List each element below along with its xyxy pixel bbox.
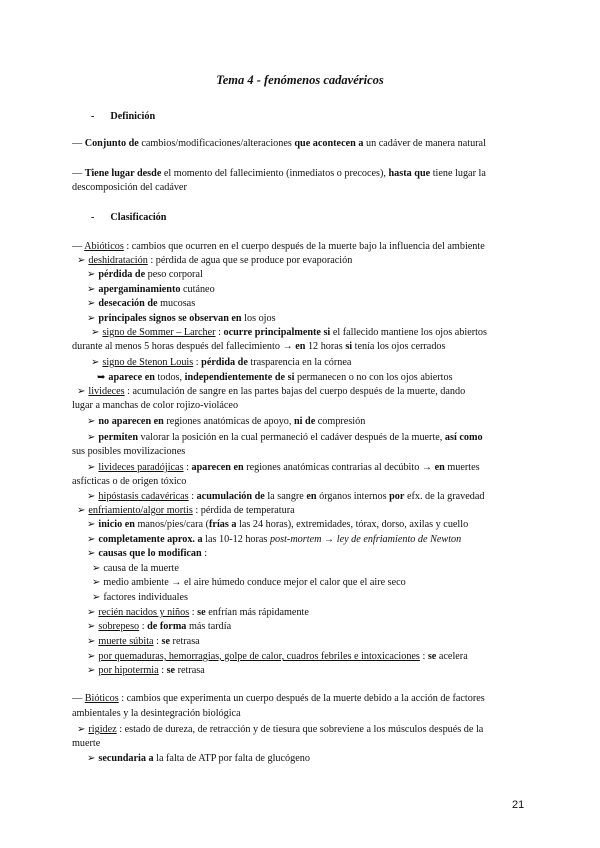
arrow-bullet-icon: ➢ bbox=[87, 298, 96, 309]
arrow-bullet-icon: ➢ bbox=[87, 462, 96, 473]
arrow-bullet-icon: ➢ bbox=[87, 621, 96, 632]
arrow-bullet-icon: ➢ bbox=[87, 651, 96, 662]
list-item: ➢ principales signos se observan en los ojos bbox=[87, 313, 276, 324]
list-item: ➢ recién nacidos y niños : se enfrían más rápidamente bbox=[87, 607, 309, 618]
page-title: Tema 4 - fenómenos cadavéricos bbox=[216, 73, 384, 87]
arrow-bullet-icon: ➢ bbox=[87, 636, 96, 647]
arrow-bullet-icon: ➢ bbox=[77, 724, 86, 735]
list-item: ➢ muerte súbita : se retrasa bbox=[87, 636, 200, 647]
arrow-bullet-icon: ➢ bbox=[92, 592, 101, 603]
section-label: Definición bbox=[110, 111, 156, 122]
livideces-line: ➢ livideces : acumulación de sangre en las partes bajas del cuerpo después de la muerte, dando bbox=[77, 386, 466, 397]
arrow-bullet-icon: ➢ bbox=[87, 548, 96, 559]
bioticos-line-cont: ambientales y la desintegración biológica bbox=[72, 708, 241, 719]
list-item: ➢ causas que lo modifican : bbox=[87, 548, 208, 559]
paradojicas-line-cont: asfícticas o de origen tóxico bbox=[72, 476, 187, 487]
arrow-bullet-icon: ➢ bbox=[87, 534, 96, 545]
arrow-bullet-icon: ➢ bbox=[87, 491, 96, 502]
arrow-bullet-icon: ➢ bbox=[87, 753, 96, 764]
list-item: ➢ no aparecen en regiones anatómicas de apoyo, ni de compresión bbox=[87, 416, 366, 427]
deshidratacion-line: ➢ deshidratación : pérdida de agua que se produce por evaporación bbox=[77, 255, 353, 266]
list-item: ➢ por quemaduras, hemorragias, golpe de calor, cuadros febriles e intoxicaciones : se acelera bbox=[87, 651, 468, 662]
list-item: ➢ apergaminamiento cutáneo bbox=[87, 284, 215, 295]
arrow-bullet-icon: ➢ bbox=[92, 577, 101, 588]
definition-line-1: — Conjunto de cambios/modificaciones/alteraciones que acontecen a un cadáver de manera natural bbox=[72, 138, 486, 149]
arrow-bullet-icon: ➢ bbox=[77, 255, 86, 266]
list-item: ➢ inicio en manos/pies/cara (frías a las 24 horas), extremidades, tórax, dorso, axilas y cuello bbox=[87, 519, 469, 530]
list-item: ➢ pérdida de peso corporal bbox=[87, 269, 203, 280]
list-item: ➢ permiten valorar la posición en la cual permaneció el cadáver después de la muerte, así como bbox=[87, 432, 483, 443]
list-item: ➢ sobrepeso : de forma más tardía bbox=[87, 621, 232, 632]
section-label: Clasificación bbox=[110, 212, 167, 223]
sommer-line-cont: durante al menos 5 horas después del fallecimiento → en 12 horas si tenía los ojos cerrados bbox=[72, 341, 446, 352]
rigidez-line-cont: muerte bbox=[72, 738, 101, 749]
bullet-dash: - bbox=[91, 212, 95, 223]
list-item: ➢ causa de la muerte bbox=[92, 563, 179, 574]
bullet-dash: - bbox=[91, 111, 95, 122]
enfriamiento-line: ➢ enfriamiento/algor mortis : pérdida de temperatura bbox=[77, 505, 295, 516]
arrow-bullet-icon: ➢ bbox=[87, 313, 96, 324]
arrow-bullet-icon: ➢ bbox=[91, 327, 100, 338]
aparece-line: ➥ aparece en todos, independientemente de si permanecen o no con los ojos abiertos bbox=[97, 372, 453, 383]
list-item: ➢ por hipotermia : se retrasa bbox=[87, 665, 205, 676]
list-item: ➢ completamente aprox. a las 10-12 horas post-mortem → ley de enfriamiento de Newton bbox=[87, 534, 462, 545]
curved-arrow-icon: ➥ bbox=[97, 372, 106, 383]
stenon-line: ➢ signo de Stenon Louis : pérdida de trasparencia en la córnea bbox=[91, 357, 352, 368]
arrow-bullet-icon: ➢ bbox=[87, 269, 96, 280]
list-item: ➢ medio ambiente → el aire húmedo conduce mejor el calor que el aire seco bbox=[92, 577, 406, 588]
list-item: ➢ secundaria a la falta de ATP por falta de glucógeno bbox=[87, 753, 310, 764]
list-item-cont: sus posibles movilizaciones bbox=[72, 446, 186, 457]
arrow-bullet-icon: ➢ bbox=[91, 357, 100, 368]
sommer-line: ➢ signo de Sommer – Larcher : ocurre principalmente si el fallecido mantiene los ojos abiertos bbox=[91, 327, 487, 338]
arrow-bullet-icon: ➢ bbox=[77, 505, 86, 516]
arrow-bullet-icon: ➢ bbox=[87, 416, 96, 427]
paradojicas-line: ➢ livideces paradójicas : aparecen en regiones anatómicas contrarias al decúbito → en muertes bbox=[87, 462, 480, 473]
hipostasis-line: ➢ hipóstasis cadavéricas : acumulación de la sangre en órganos internos por efx. de la gravedad bbox=[87, 491, 485, 502]
arrow-bullet-icon: ➢ bbox=[87, 284, 96, 295]
arrow-bullet-icon: ➢ bbox=[87, 432, 96, 443]
rigidez-line: ➢ rigidez : estado de dureza, de retracción y de tiesura que sobreviene a los músculos después de la bbox=[77, 724, 484, 735]
arrow-bullet-icon: ➢ bbox=[77, 386, 86, 397]
section-clasificacion bbox=[91, 211, 166, 224]
list-item: ➢ desecación de mucosas bbox=[87, 298, 196, 309]
bioticos-line: — Bióticos : cambios que experimenta un cuerpo después de la muerte debido a la acción de factores bbox=[72, 693, 485, 704]
definition-line-2: — Tiene lugar desde el momento del fallecimiento (inmediatos o precoces), hasta que tiene lugar la bbox=[72, 168, 486, 179]
arrow-bullet-icon: ➢ bbox=[87, 519, 96, 530]
abioticos-line: — Abióticos : cambios que ocurren en el cuerpo después de la muerte bajo la influencia del ambiente bbox=[72, 241, 485, 252]
list-item: ➢ factores individuales bbox=[92, 592, 188, 603]
page-number: 21 bbox=[512, 799, 525, 811]
livideces-line-cont: lugar a manchas de color rojizo-violáceo bbox=[72, 400, 239, 411]
definition-line-2-cont: descomposición del cadáver bbox=[72, 182, 187, 193]
section-definicion bbox=[91, 110, 155, 123]
arrow-bullet-icon: ➢ bbox=[87, 665, 96, 676]
arrow-bullet-icon: ➢ bbox=[92, 563, 101, 574]
arrow-bullet-icon: ➢ bbox=[87, 607, 96, 618]
